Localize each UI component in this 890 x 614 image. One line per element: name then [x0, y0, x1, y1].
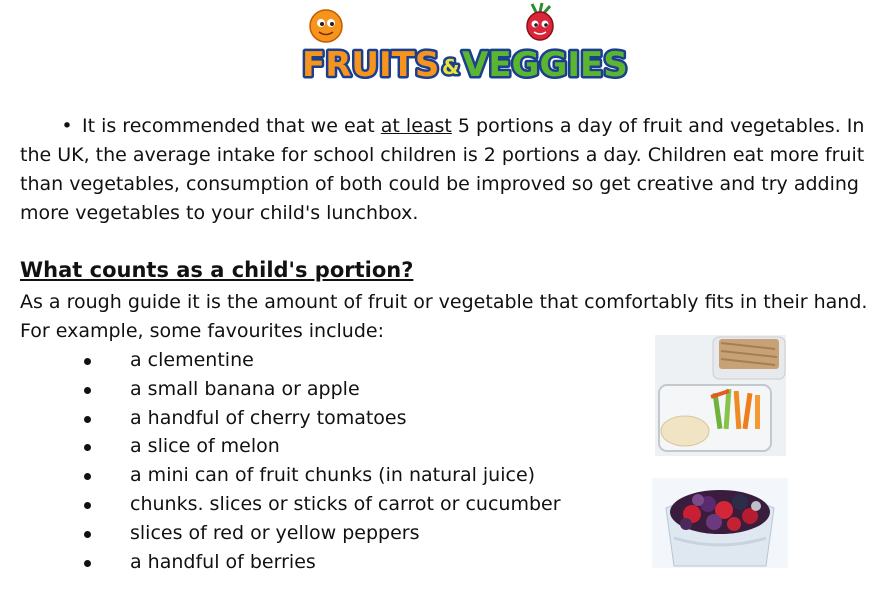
orange-mascot-icon	[310, 10, 342, 42]
intro-text-part1: It is recommended that we eat	[82, 115, 381, 137]
logo-text-veggies: VEGGIES	[462, 45, 628, 85]
logo-text-fruits: FRUITS	[302, 45, 440, 85]
list-item-text: a handful of cherry tomatoes	[130, 406, 407, 429]
list-item-text: a mini can of fruit chunks (in natural juice)	[130, 464, 536, 487]
section-guide-text: As a rough guide it is the amount of fruit or vegetable that comfortably fits in their hand. For example, some favourites include:	[20, 291, 868, 342]
logo-text-ampersand: &	[442, 55, 460, 79]
list-item	[0, 432, 640, 461]
list-item-text: a clementine	[130, 349, 254, 371]
bullet-icon	[84, 531, 91, 538]
bullet-icon	[84, 560, 91, 567]
intro-text-part2: 5 portions a day of fruit and vegetables.	[451, 115, 841, 137]
bullet-icon	[84, 473, 91, 480]
list-item	[0, 461, 640, 490]
section-heading: What counts as a child's portion?	[20, 258, 414, 282]
bullet-icon	[84, 387, 91, 394]
bullet-icon	[84, 358, 91, 365]
list-item	[0, 404, 640, 433]
bullet-icon	[84, 416, 91, 423]
lunchbox-veg-sticks-photo	[655, 335, 786, 456]
list-item-text: a small banana or apple	[130, 377, 360, 400]
intro-text-rest: In the UK, the average intake for school children is 2 portions a day. Children eat more fruit than vegetables, consumption of both could be improved so get creative and try adding more vegetables to your child's lunchbox.	[20, 115, 865, 224]
fruits-and-veggies-logo	[296, 4, 628, 96]
bullet-icon	[84, 444, 91, 451]
intro-bullet: •	[61, 115, 73, 137]
list-item	[0, 375, 640, 404]
portion-list	[0, 346, 640, 576]
intro-text-underlined: at least	[380, 115, 452, 137]
list-item	[0, 490, 640, 519]
bullet-icon	[84, 502, 91, 509]
list-item-text: slices of red or yellow peppers	[130, 521, 420, 544]
radish-mascot-icon	[527, 3, 553, 40]
list-item	[0, 548, 640, 577]
intro-paragraph	[20, 112, 870, 228]
list-item-text: chunks. slices or sticks of carrot or cucumber	[130, 492, 561, 515]
list-item-text: a slice of melon	[130, 435, 280, 458]
berries-tub-photo	[652, 478, 788, 568]
list-item	[0, 346, 640, 375]
list-item	[0, 519, 640, 548]
list-item-text: a handful of berries	[130, 550, 316, 573]
